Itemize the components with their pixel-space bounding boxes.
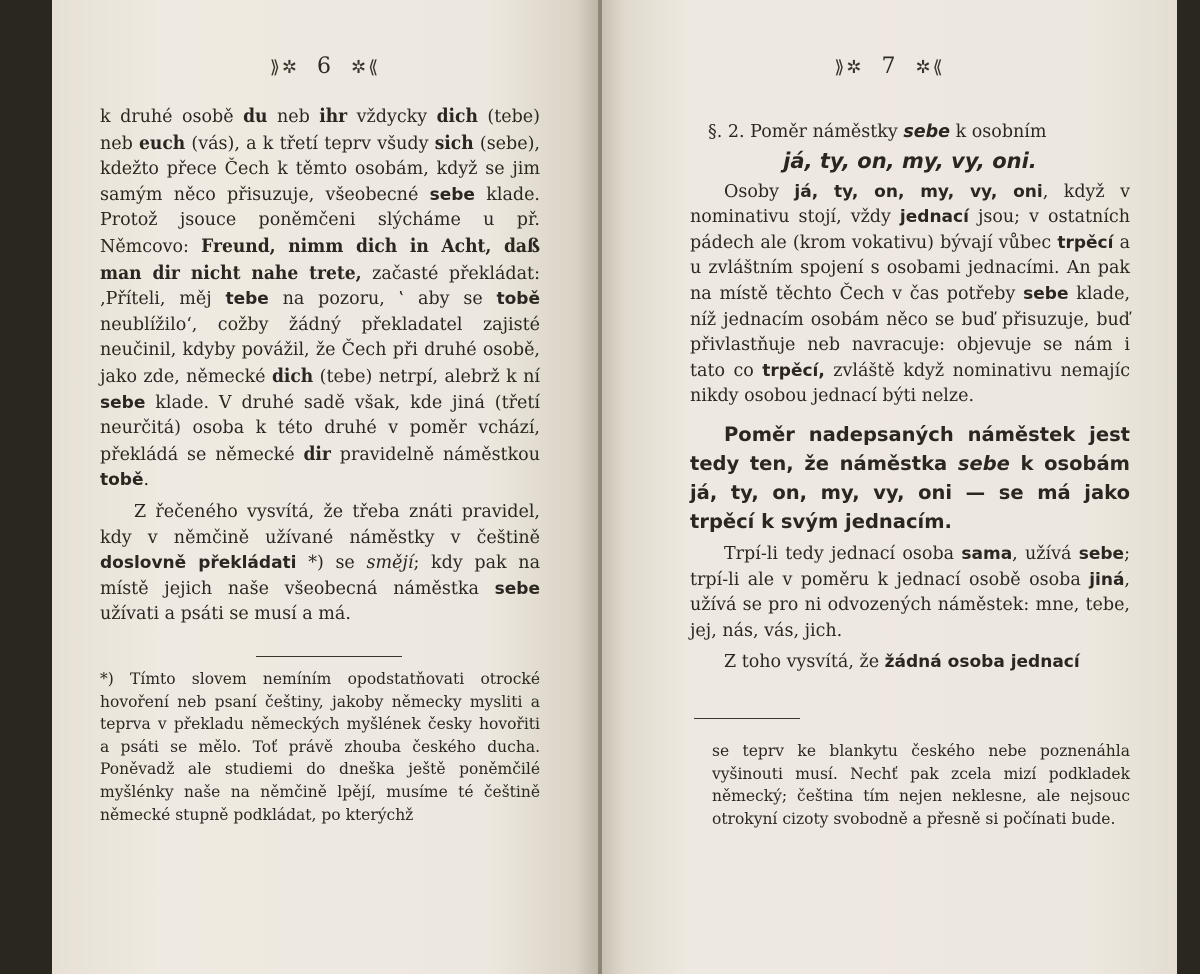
rule-statement: Poměr nadepsaných náměstek jest tedy ten, že náměstka sebe k osobám já, ty, on, my, vy, oni — se má jako trpěcí k svým jednacím.	[690, 422, 1130, 533]
right-paragraph-2: Trpí-li tedy jednací osoba sama, užívá sebe; trpí-li ale v poměru k jednací osobě osoba jiná, užívá se pro ni odvozených náměstek: mne, tebe, jej, nás, vás, jich.	[690, 543, 1130, 641]
right-footnote: se teprv ke blankytu českého nebe poznenáhla vyšinouti musí. Nechť pak zcela mizí podkladek německý; čeština tím nejen neklesne, ale nejsouc otrokyní cizoty svobodně a přesně si počínati bude.	[712, 742, 1130, 828]
left-page	[52, 0, 598, 974]
right-body	[690, 120, 1130, 676]
left-footnote: *) Tímto slovem nemíním opodstatňovati otrocké hovoření neb psaní češtiny, jakoby německy mysliti a teprva v překladu německých myšlének česky hovořiti a psáti se mělo. Toť právě zhouba českého ducha. Poněvadž ale studiemi do dneška ještě poněmčilé myšlénky naše na němčině lpějí, musíme té češtině německé stupně podkládat, po kterýchž	[100, 670, 540, 824]
left-paragraph-1: k druhé osobě du neb ihr vždycky dich (tebe) neb euch (vás), a k třetí teprv všudy sich (sebe), kdežto přece Čech k těmto osobám, když se jim samým něco přisuzuje, všeobecné sebe klade. Protož jsouce poněmčeni slýcháme u př. Němcovo: Freund, nimm dich in Acht, daß man dir nicht nahe trete, začasté překládat: ‚Příteli, měj tebe na pozoru, ‛ aby se tobě neublížilo‘, cožby žádný překladatel zajisté neučinil, kdyby povážil, že Čech při druhé osobě, jako zde, německé dich (tebe) netrpí, alebrž k ní sebe klade. V druhé sadě však, kde jiná (třetí neurčitá) osoba k této druhé v poměr vchází, překládá se německé dir pravidelně náměstkou tobě.	[100, 105, 541, 491]
section-heading-pronouns: já, ty, on, my, vy, oni.	[783, 148, 1037, 173]
right-page-header	[602, 54, 1177, 79]
left-paragraph-2: Z řečeného vysvítá, že třeba znáti pravidel, kdy v němčině užívané náměstky v češtině doslovně překládati *) se smějí; kdy pak na místě jejich naše všeobecná náměstka sebe užívati a psáti se musí a má.	[100, 501, 541, 625]
ornament-right-icon: ✲⟪	[351, 57, 381, 78]
section-heading: §. 2. Poměr náměstky sebe k osobním	[708, 122, 1047, 142]
left-body	[100, 104, 540, 628]
right-paragraph-3: Z toho vysvítá, že žádná osoba jednací	[724, 652, 1080, 673]
footnote-divider	[694, 718, 800, 719]
right-page	[602, 0, 1177, 974]
footnote-divider	[256, 656, 402, 657]
left-page-header	[52, 54, 598, 79]
page-number: 6	[317, 54, 333, 79]
ornament-right-icon: ✲⟪	[915, 57, 945, 78]
page-number: 7	[881, 54, 898, 79]
ornament-left-icon: ⟫✲	[834, 57, 864, 78]
right-paragraph-1: Osoby já, ty, on, my, vy, oni, když v nominativu stojí, vždy jednací jsou; v ostatních pádech ale (krom vokativu) bývají vůbec trpěcí a u zvláštním spojení s osobami jednacími. An pak na místě těchto Čech v čas potřeby sebe klade, níž jednacím osobám něco se buď přisuzuje, buď přivlastňuje neb navracuje: objevuje se nám i tato co trpěcí, zvláště když nominativu nemajíc nikdy osobou jednací býti nelze.	[690, 181, 1131, 407]
ornament-left-icon: ⟫✲	[269, 57, 299, 78]
